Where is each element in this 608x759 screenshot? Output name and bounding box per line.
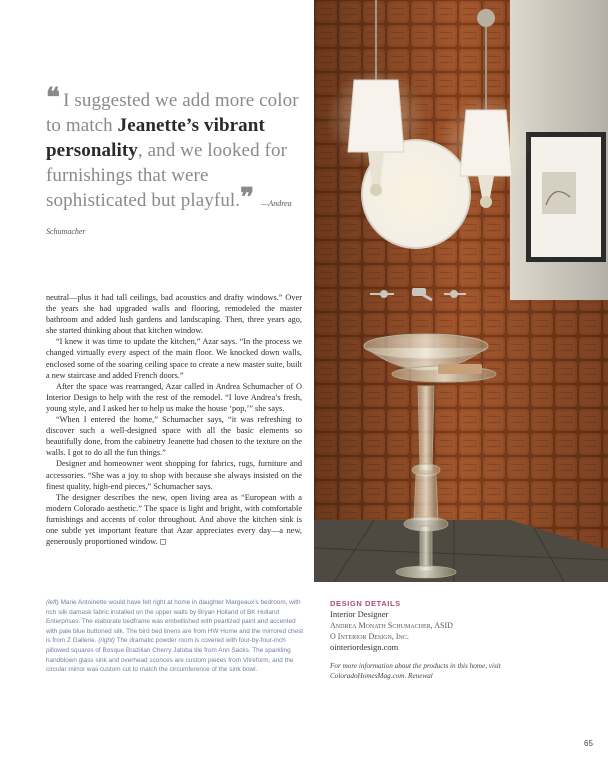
more-info-note: For more information about the products in this home, visit ColoradoHomesMag.com. Renewal — [330, 662, 501, 680]
designer-name: Andrea Monath Schumacher, ASID — [330, 621, 453, 630]
article-paragraph: The designer describes the new, open living area as “European with a modern Colorado aesthetic.” The space is light and bright, with comfortable furnishings and accents of color throughout. And above the kitchen sink is one subtle yet important feature that Azar appreciates every day—a new, generously proportioned window. ◻ — [46, 492, 302, 547]
design-details-heading: DESIGN DETAILS — [330, 599, 401, 608]
article-paragraph: After the space was rearranged, Azar called in Andrea Schumacher of O Interior Design to help with the rest of the remodel. “I love Andrea’s fresh, young style, and I asked her to help us make the house ‘pop,’” she says. — [46, 381, 302, 413]
close-quote-mark: ❞ — [240, 183, 255, 212]
caption-right-label: (right) — [98, 637, 115, 645]
pull-quote — [46, 83, 302, 244]
caption-text-a: Marie Antoinette would have felt right at home in daughter Margeaux’s bedroom, with rich silk damask fabric installed on the upper walls by Bryan Holland of BK Holland Enterprises. The elaborate bedframe was embellished with pearlized paint and accented with pale blue buttoned silk. The bird bed linens are from HW Home and the mirrored chest is from Z Gallerie. — [46, 599, 304, 645]
article-body — [46, 292, 302, 547]
article-paragraph: “When I entered the home,” Schumacher says, “it was refreshing to discover such a well-designed space with all the basic elements so beautifully done, from the cabinetry Jeanette had chosen to the texture on the walls. I got to do all the fun things.” — [46, 415, 302, 458]
powder-room-photo — [314, 0, 608, 582]
page-number: 65 — [584, 739, 593, 748]
designer-website-link[interactable]: ointeriordesign.com — [330, 642, 399, 652]
pull-quote-attribution: —Andrea Schumacher — [46, 199, 292, 236]
article-paragraph: “I knew it was time to update the kitchen,” Azar says. “In the process we changed virtually every aspect of the main floor. We knocked down walls, enclosed some of the soaring ceiling space to create a new master suite, built a new staircase and added French doors.” — [46, 337, 302, 380]
article-paragraph: Designer and homeowner went shopping for fabrics, rugs, furniture and accessories. “She was a joy to shop with because she always insisted on the finest quality, high-end pieces,” Schumacher says. — [46, 459, 302, 491]
article-paragraph: neutral—plus it had tall ceilings, bad acoustics and drafty windows.” Over the years she had upgraded walls and flooring, remodeled the master bathroom and added lush gardens and landscaping. Then, three years ago, she started thinking about that kitchen window. — [46, 293, 302, 336]
pull-quote-emphasis: Jeanette’s vibrant personality — [46, 115, 265, 161]
pull-quote-text-a: I suggested we add more color to match — [46, 90, 299, 136]
open-quote-mark: ❝ — [46, 83, 61, 112]
caption-left-label: (left) — [46, 599, 59, 606]
design-details — [330, 598, 550, 681]
designer-firm: O Interior Design, Inc. — [330, 632, 409, 641]
pull-quote-text-b: , and we looked for furnishings that were sophisticated but playful. — [46, 140, 287, 211]
powder-room-illustration — [314, 0, 608, 582]
designer-role: Interior Designer — [330, 609, 389, 619]
photo-caption — [46, 598, 308, 675]
caption-text-b: The dramatic powder room is covered with four-by-four-inch pillowed squares of Bosque Brazilian Cherry Jatoba tile from Ann Sacks. The sparkling handblown glass sink and overhead sconces are custom pieces from Vitreform, and the circular mirror was custom cut to match the circumference of the sink bowl. — [46, 637, 294, 674]
